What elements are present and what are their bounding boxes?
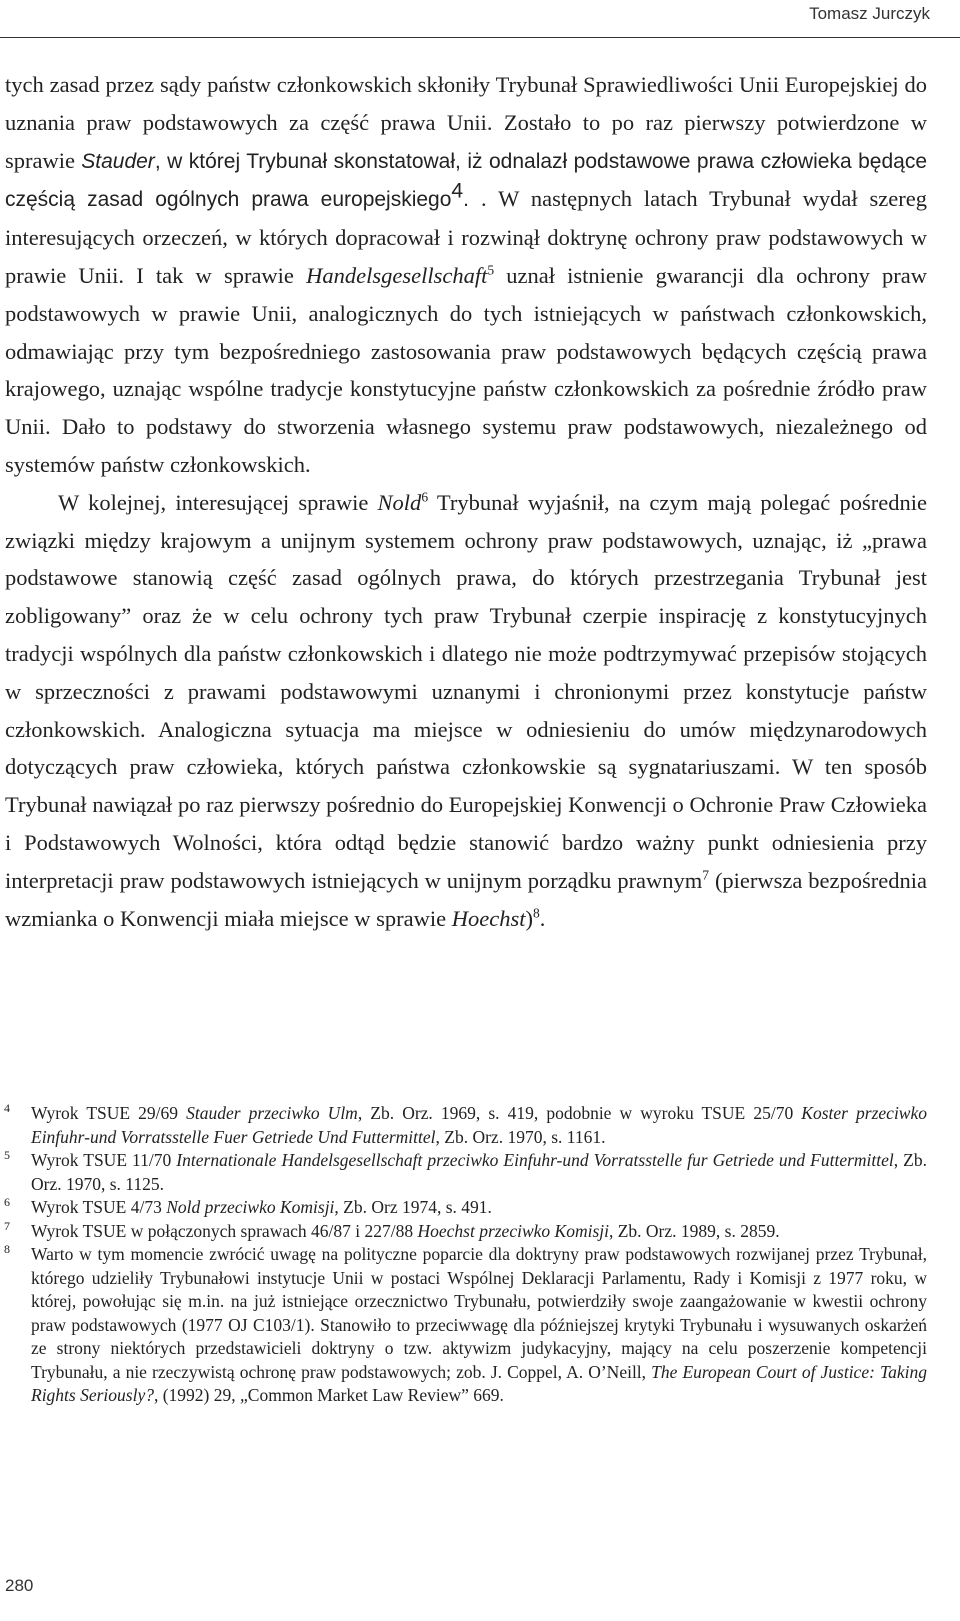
case-name-handelsgesellschaft: Handelsgesellschaft [306,262,488,288]
footnote-ref-7: 7 [702,867,710,883]
paragraph-1: tych zasad przez sądy państw członkowskich skłoniły Trybunał Sprawiedliwości Unii Europejskiej do uznania praw podstawowych za część prawa Unii. Zostało to po raz pierwszy potwierdzone w sprawie Stauder, w której Trybunał skonstatował, iż odnalazł podstawowe prawa człowieka będące częścią zasad ogólnych prawa europejskiego$^4$. . W następnych latach Trybunał wydał szereg interesujących orzeczeń, w których dopracował i rozwinął doktrynę ochrony praw podstawowych w prawie Unii. I tak w sprawie Handelsgesellschaft$^5$ uznał istnienie gwarancji dla ochrony praw podstawowych w prawie Unii, analogicznych do tych istniejących w państwach członkowskich, odmawiając przy tym bezpośredniego zastosowania praw podstawowych będących częścią prawa krajowego, uznając wspólne tradycje konstytucyjne państw członkowskich za pośrednie źródło praw Unii. Dało to podstawy do stworzenia własnego systemu praw podstawowych, niezależnego od systemów państw członkowskich. [5,72,928,477]
case-name-stauder: Stauder [81,149,155,173]
footnote-ref-6: 6 [421,489,429,505]
footnotes [0,1102,927,1408]
footnote-ref-8: 8 [532,905,540,921]
footnote-number: 8 [4,1242,10,1256]
footnote-5: 5 Wyrok TSUE 11/70 Internationale Handelsgesellschaft przeciwko Einfuhr-und Vorratsstelle fur Getriede und Futtermittel, Zb. Orz. 1970, s. 1125. [0,1149,927,1196]
footnote-number: 6 [4,1195,10,1209]
footnote-6: 6 Wyrok TSUE 4/73 Nold przeciwko Komisji, Zb. Orz 1974, s. 491. [0,1196,927,1220]
page-number: 280 [5,1576,34,1595]
footnote-4: 4 Wyrok TSUE 29/69 Stauder przeciwko Ulm, Zb. Orz. 1969, s. 419, podobnie w wyroku TSUE 25/70 Koster przeciwko Einfuhr-und Vorratsstelle Fuer Getriede Und Futtermittel, Zb. Orz. 1970, s. 1161. [0,1102,927,1149]
footnote-ref-4: 4 [451,179,464,203]
running-header-author: Tomasz Jurczyk [809,4,930,23]
footnote-number: 5 [4,1148,10,1162]
case-name-hoechst: Hoechst [451,905,526,931]
footnote-number: 7 [4,1218,10,1233]
footnote-ref-5: 5 [487,262,495,278]
footnote-7: 7 Wyrok TSUE w połączonych sprawach 46/87 i 227/88 Hoechst przeciwko Komisji, Zb. Orz. 1989, s. 2859. [0,1220,927,1244]
footnote-number: 4 [4,1101,10,1115]
header-rule [0,37,960,38]
case-name-nold: Nold [377,489,422,515]
footnote-8: 8 Warto w tym momencie zwrócić uwagę na polityczne poparcie dla doktryny praw podstawowych rozwijanej przez Trybunał, którego udzieliły Trybunałowi instytucje Unii w postaci Wspólnej Deklaracji Parlamentu, Rady i Komisji z 1977 roku, w której, powołując się m.in. na już istniejące orzecznictwo Trybunału, potwierdziły swoje zaangażowanie w kwestii ochrony praw podstawowych (1977 OJ C103/1). Stanowiło to przeciwwagę dla późniejszej krytyki Trybunału i wysuwanych oskarżeń ze strony niektórych przedstawicieli doktryny o tzw. aktywizm judykacyjny, mający na celu poszerzenie kompetencji Trybunału, a nie rzeczywistą ochronę praw podstawowych; zob. J. Coppel, A. O’Neill, The European Court of Justice: Taking Rights Seriously?, (1992) 29, „Common Market Law Review” 669. [0,1243,927,1408]
paragraph-2: W kolejnej, interesującej sprawie Nold$^6$ Trybunał wyjaśnił, na czym mają polegać pośrednie związki między krajowym a unijnym systemem ochrony praw podstawowych, uznając, iż „prawa podstawowe stanowią część zasad ogólnych prawa, do których przestrzegania Trybunał jest zobligowany” oraz że w celu ochrony tych praw Trybunał czerpie inspirację z konstytucyjnych tradycji wspólnych dla państw członkowskich i dlatego nie może podtrzymywać przepisów stojących w sprzeczności z prawami podstawowymi uznanymi i chronionymi przez konstytucje państw członkowskich. Analogiczna sytuacja ma miejsce w odniesieniu do umów międzynarodowych dotyczących praw człowieka, których państwa członkowskie są sygnatariuszami. W ten sposób Trybunał nawiązał po raz pierwszy pośrednio do Europejskiej Konwencji o Ochronie Praw Człowieka i Podstawowych Wolności, która odtąd będzie stanowić bardzo ważny punkt odniesienia przy interpretacji praw podstawowych istniejących w unijnym porządku prawnym$^7$ (pierwsza bezpośrednia wzmianka o Konwencji miała miejsce w sprawie Hoechst)$^8$. [5,489,927,931]
main-text [5,66,927,937]
